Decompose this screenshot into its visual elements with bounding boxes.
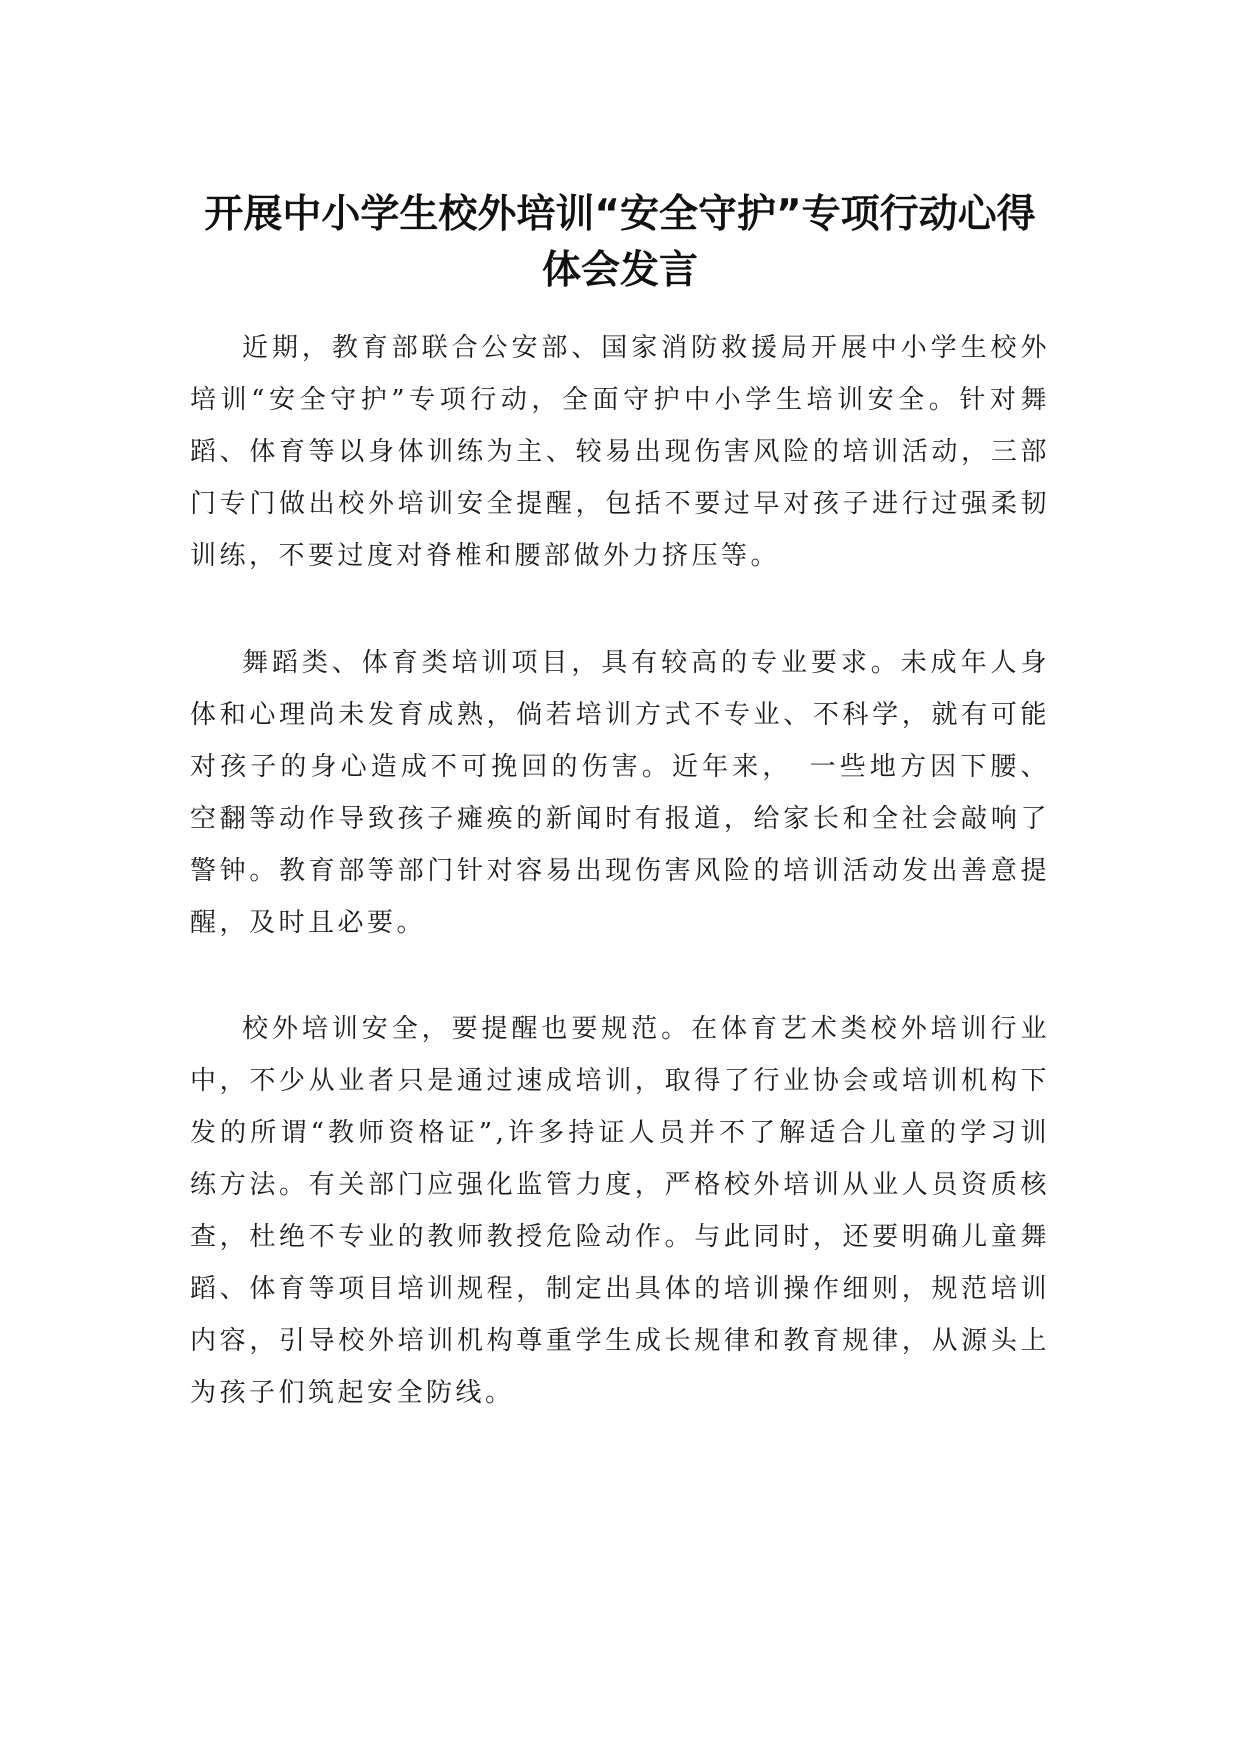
paragraph-2: 舞蹈类、体育类培训项目，具有较高的专业要求。未成年人身体和心理尚未发育成熟，倘若培训方式不专业、不科学，就有可能对孩子的身心造成不可挽回的伤害。近年来， 一些地方因下腰、空翻等动作导致孩子瘫痪的新闻时有报道，给家长和全社会敲响了警钟。教育部等部门针对容易出现伤害风险的培训活动发出善意提醒，及时且必要。: [190, 648, 1050, 938]
title-line-1: 开展中小学生校外培训“安全守护”专项行动心得: [204, 192, 1036, 237]
title-line-2: 体会发言: [541, 248, 698, 293]
paragraph-3: 校外培训安全，要提醒也要规范。在体育艺术类校外培训行业中，不少从业者只是通过速成培训，取得了行业协会或培训机构下发的所谓“教师资格证”,许多持证人员并不了解适合儿童的学习训练方法。有关部门应强化监管力度，严格校外培训从业人员资质核查，杜绝不专业的教师教授危险动作。与此同时，还要明确儿童舞蹈、体育等项目培训规程，制定出具体的培训操作细则，规范培训内容，引导校外培训机构尊重学生成长规律和教育规律，从源头上为孩子们筑起安全防线。: [190, 1014, 1050, 1408]
page-title: [150, 187, 1090, 299]
paragraph-1: 近期，教育部联合公安部、国家消防救援局开展中小学生校外培训“安全守护”专项行动，全面守护中小学生培训安全。针对舞蹈、体育等以身体训练为主、较易出现伤害风险的培训活动，三部门专门做出校外培训安全提醒，包括不要过早对孩子进行过强柔韧训练，不要过度对脊椎和腰部做外力挤压等。: [190, 333, 1050, 571]
